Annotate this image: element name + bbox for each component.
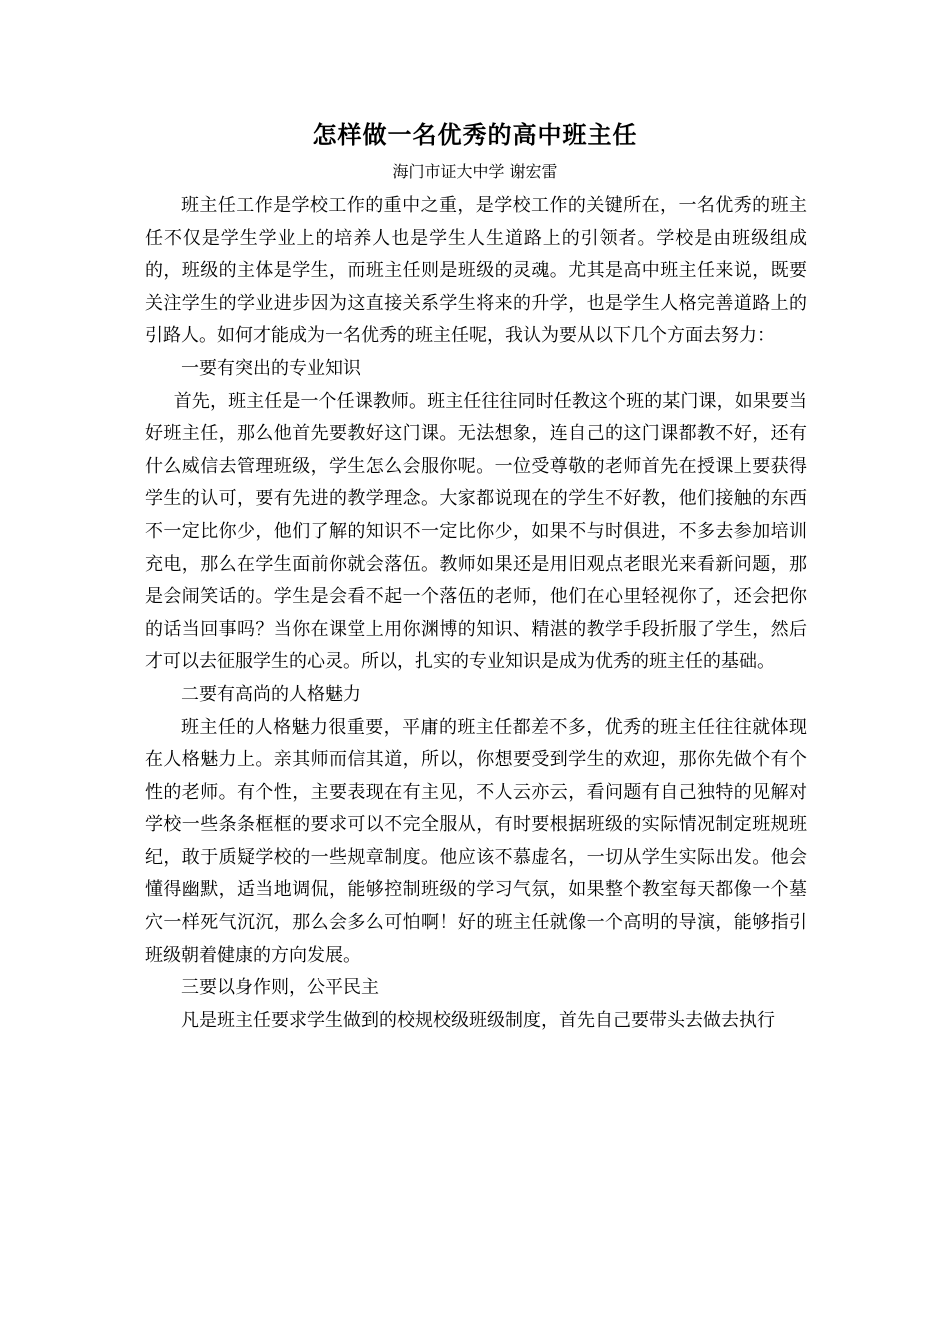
section-1-paragraph: 首先，班主任是一个任课教师。班主任往往同时任教这个班的某门课，如果要当好班主任，那么他首先要教好这门课。无法想象，连自己的这门课都教不好，还有什么威信去管理班级，学生怎么会服你呢。一位受尊敬的老师首先在授课上要获得学生的认可，要有先进的教学理念。大家都说现在的学生不好教，他们接触的东西不一定比你少，他们了解的知识不一定比你少，如果不与时俱进，不多去参加培训充电，那么在学生面前你就会落伍。教师如果还是用旧观点老眼光来看新问题，那是会闹笑话的。学生是会看不起一个落伍的老师，他们在心里轻视你了，还会把你的话当回事吗？当你在课堂上用你渊博的知识、精湛的教学手段折服了学生，然后才可以去征服学生的心灵。所以，扎实的专业知识是成为优秀的班主任的基础。	[145, 390, 807, 673]
document-author: 海门市证大中学 谢宏雷	[392, 162, 558, 181]
document-title: 怎样做一名优秀的高中班主任	[312, 120, 638, 149]
section-3-paragraph: 凡是班主任要求学生做到的校规校级班级制度，首先自己要带头去做去执行	[181, 1009, 775, 1031]
section-heading-2: 二要有高尚的人格魅力	[181, 683, 361, 705]
section-2-paragraph: 班主任的人格魅力很重要，平庸的班主任都差不多，优秀的班主任往往就体现在人格魅力上。亲其师而信其道，所以，你想要受到学生的欢迎，那你先做个有个性的老师。有个性，主要表现在有主见，不人云亦云，看问题有自己独特的见解对学校一些条条框框的要求可以不完全服从，有时要根据班级的实际情况制定班规班纪，敢于质疑学校的一些规章制度。他应该不慕虚名，一切从学生实际出发。他会懂得幽默，适当地调侃，能够控制班级的学习气氛，如果整个教室每天都像一个墓穴一样死气沉沉，那么会多么可怕啊！好的班主任就像一个高明的导演，能够指引班级朝着健康的方向发展。	[145, 716, 807, 966]
document-body	[145, 190, 807, 1037]
intro-paragraph: 班主任工作是学校工作的重中之重，是学校工作的关键所在，一名优秀的班主任不仅是学生学业上的培养人也是学生人生道路上的引领者。学校是由班级组成的，班级的主体是学生，而班主任则是班级的灵魂。尤其是高中班主任来说，既要关注学生的学业进步因为这直接关系学生将来的升学，也是学生人格完善道路上的引路人。如何才能成为一名优秀的班主任呢，我认为要从以下几个方面去努力：	[145, 195, 807, 347]
section-heading-3: 三要以身作则，公平民主	[181, 977, 379, 999]
section-heading-1: 一要有突出的专业知识	[181, 357, 361, 379]
